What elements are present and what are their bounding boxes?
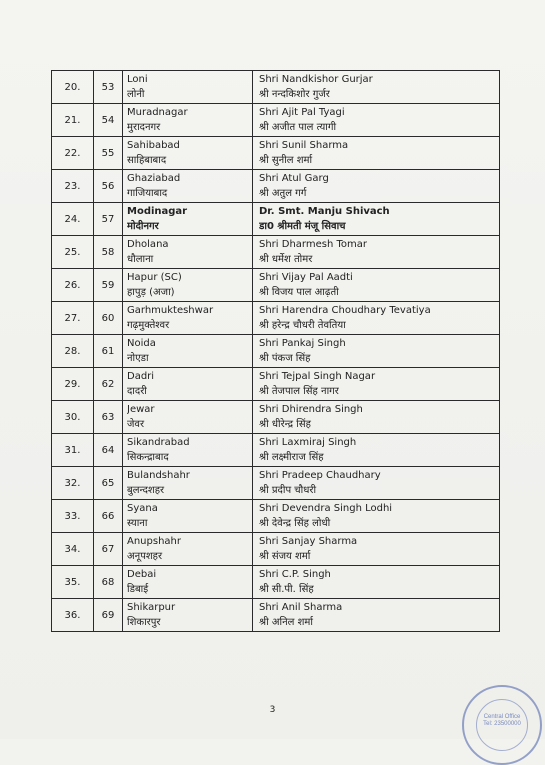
candidate-name-english: Shri C.P. Singh: [259, 568, 331, 580]
constituency-name-hindi: धौलाना: [127, 253, 154, 265]
constituency-number-cell: 65: [94, 467, 123, 500]
candidate-cell: [253, 170, 500, 203]
candidate-cell: [253, 203, 500, 236]
candidate-name-english: Shri Vijay Pal Aadti: [259, 271, 353, 283]
constituency-name-english: Modinagar: [127, 205, 188, 217]
constituency-cell: [123, 104, 253, 137]
candidate-name-hindi: श्री अनिल शर्मा: [259, 616, 313, 628]
constituency-name-english: Sikandrabad: [127, 436, 190, 448]
candidate-name-hindi: श्री सुनील शर्मा: [259, 154, 313, 166]
candidate-cell: [253, 269, 500, 302]
constituency-number-cell: 68: [94, 566, 123, 599]
serial-number-cell: 32.: [52, 467, 94, 500]
constituency-name-hindi: अनूपशहर: [127, 550, 163, 562]
constituency-name-hindi: बुलन्दशहर: [127, 484, 165, 496]
serial-number-cell: 33.: [52, 500, 94, 533]
candidate-name-hindi: श्री सी.पी. सिंह: [259, 583, 314, 595]
constituency-name-hindi: मोदीनगर: [127, 220, 159, 232]
constituency-cell: [123, 170, 253, 203]
candidate-cell: [253, 71, 500, 104]
candidate-cell: [253, 401, 500, 434]
table-row: [52, 335, 500, 368]
constituency-number-cell: 57: [94, 203, 123, 236]
candidate-name-english: Shri Dharmesh Tomar: [259, 238, 367, 250]
constituency-number-cell: 62: [94, 368, 123, 401]
candidate-name-english: Shri Atul Garg: [259, 172, 329, 184]
constituency-name-hindi: जेवर: [127, 418, 145, 430]
office-seal-inner: [476, 699, 528, 751]
constituency-name-hindi: नोएडा: [127, 352, 149, 364]
constituency-number-cell: 66: [94, 500, 123, 533]
constituency-name-hindi: स्याना: [127, 517, 148, 529]
candidate-name-hindi: श्री प्रदीप चौधरी: [259, 484, 317, 496]
candidate-name-english: Shri Sanjay Sharma: [259, 535, 358, 547]
candidate-table: [51, 70, 500, 632]
constituency-name-english: Bulandshahr: [127, 469, 190, 481]
candidate-cell: [253, 137, 500, 170]
serial-number-cell: 28.: [52, 335, 94, 368]
candidate-name-hindi: श्री पंकज सिंह: [259, 352, 311, 364]
constituency-name-english: Noida: [127, 337, 156, 349]
constituency-number-cell: 67: [94, 533, 123, 566]
constituency-name-english: Syana: [127, 502, 158, 514]
constituency-cell: [123, 467, 253, 500]
candidate-cell: [253, 467, 500, 500]
candidate-name-english: Shri Ajit Pal Tyagi: [259, 106, 345, 118]
candidate-name-english: Shri Anil Sharma: [259, 601, 343, 613]
candidate-name-english: Shri Laxmiraj Singh: [259, 436, 357, 448]
candidate-name-english: Shri Pradeep Chaudhary: [259, 469, 381, 481]
constituency-cell: [123, 500, 253, 533]
candidate-cell: [253, 302, 500, 335]
constituency-name-hindi: हापुड़ (अजा): [127, 286, 175, 298]
seal-line-2: Tel: 23500000: [483, 721, 521, 727]
constituency-name-english: Jewar: [127, 403, 155, 415]
constituency-name-hindi: गढ़मुक्तेश्वर: [127, 319, 170, 331]
serial-number-cell: 29.: [52, 368, 94, 401]
candidate-cell: [253, 500, 500, 533]
constituency-cell: [123, 368, 253, 401]
candidate-cell: [253, 104, 500, 137]
constituency-cell: [123, 335, 253, 368]
constituency-name-hindi: डिबाई: [127, 583, 149, 595]
candidate-name-hindi: श्री लक्ष्मीराज सिंह: [259, 451, 324, 463]
table-row: [52, 500, 500, 533]
serial-number-cell: 22.: [52, 137, 94, 170]
constituency-cell: [123, 434, 253, 467]
table-row: [52, 170, 500, 203]
constituency-number-cell: 59: [94, 269, 123, 302]
candidate-name-hindi: श्री धर्मेश तोमर: [259, 253, 313, 265]
constituency-name-english: Hapur (SC): [127, 271, 182, 283]
table-row: [52, 434, 500, 467]
serial-number-cell: 34.: [52, 533, 94, 566]
candidate-cell: [253, 434, 500, 467]
candidate-name-english: Shri Devendra Singh Lodhi: [259, 502, 393, 514]
table-row: [52, 566, 500, 599]
constituency-cell: [123, 533, 253, 566]
constituency-name-english: Sahibabad: [127, 139, 180, 151]
constituency-cell: [123, 566, 253, 599]
constituency-name-hindi: साहिबाबाद: [127, 154, 167, 166]
serial-number-cell: 27.: [52, 302, 94, 335]
serial-number-cell: 23.: [52, 170, 94, 203]
table-row: [52, 104, 500, 137]
candidate-name-english: Shri Nandkishor Gurjar: [259, 73, 373, 85]
constituency-number-cell: 61: [94, 335, 123, 368]
candidate-name-hindi: श्री नन्दकिशोर गुर्जर: [259, 88, 330, 100]
constituency-name-english: Muradnagar: [127, 106, 188, 118]
constituency-name-hindi: शिकारपुर: [127, 616, 161, 628]
constituency-name-english: Debai: [127, 568, 157, 580]
constituency-number-cell: 54: [94, 104, 123, 137]
constituency-name-english: Dholana: [127, 238, 169, 250]
constituency-name-hindi: दादरी: [127, 385, 147, 397]
constituency-name-hindi: लोनी: [127, 88, 145, 100]
constituency-number-cell: 56: [94, 170, 123, 203]
table-row: [52, 236, 500, 269]
constituency-cell: [123, 302, 253, 335]
candidate-name-english: Shri Harendra Choudhary Tevatiya: [259, 304, 431, 316]
table-row: [52, 467, 500, 500]
constituency-name-english: Shikarpur: [127, 601, 176, 613]
candidate-name-hindi: श्री विजय पाल आढ़ती: [259, 286, 339, 298]
serial-number-cell: 35.: [52, 566, 94, 599]
candidate-cell: [253, 599, 500, 632]
serial-number-cell: 31.: [52, 434, 94, 467]
candidate-name-hindi: श्री तेजपाल सिंह नागर: [259, 385, 339, 397]
constituency-cell: [123, 71, 253, 104]
serial-number-cell: 21.: [52, 104, 94, 137]
candidate-cell: [253, 368, 500, 401]
serial-number-cell: 25.: [52, 236, 94, 269]
constituency-cell: [123, 401, 253, 434]
table-row: [52, 599, 500, 632]
candidate-name-hindi: श्री देवेन्द्र सिंह लोधी: [259, 517, 331, 529]
serial-number-cell: 24.: [52, 203, 94, 236]
table-row: [52, 401, 500, 434]
constituency-number-cell: 64: [94, 434, 123, 467]
table-row: [52, 71, 500, 104]
candidate-cell: [253, 335, 500, 368]
candidate-name-english: Shri Tejpal Singh Nagar: [259, 370, 376, 382]
serial-number-cell: 26.: [52, 269, 94, 302]
candidate-name-hindi: डा0 श्रीमती मंजू सिवाच: [259, 220, 346, 232]
candidate-name-hindi: श्री धीरेन्द्र सिंह: [259, 418, 311, 430]
table-row: [52, 533, 500, 566]
page-number: 3: [269, 705, 276, 715]
constituency-name-english: Anupshahr: [127, 535, 181, 547]
constituency-name-english: Garhmukteshwar: [127, 304, 214, 316]
candidate-name-hindi: श्री संजय शर्मा: [259, 550, 311, 562]
table-row: [52, 137, 500, 170]
candidate-name-hindi: श्री अजीत पाल त्यागी: [259, 121, 337, 133]
candidate-name-hindi: श्री हरेन्द्र चौधरी तेवतिया: [259, 319, 346, 331]
candidate-cell: [253, 236, 500, 269]
table-row: [52, 368, 500, 401]
constituency-cell: [123, 137, 253, 170]
seal-line-1: Central Office: [483, 714, 521, 720]
constituency-cell: [123, 269, 253, 302]
candidate-table-body: [52, 71, 500, 632]
table-row: [52, 203, 500, 236]
serial-number-cell: 30.: [52, 401, 94, 434]
table-row: [52, 269, 500, 302]
constituency-number-cell: 53: [94, 71, 123, 104]
constituency-name-english: Dadri: [127, 370, 155, 382]
candidate-name-hindi: श्री अतुल गर्ग: [259, 187, 307, 199]
constituency-name-english: Ghaziabad: [127, 172, 181, 184]
serial-number-cell: 36.: [52, 599, 94, 632]
candidate-name-english: Dr. Smt. Manju Shivach: [259, 205, 390, 217]
constituency-number-cell: 60: [94, 302, 123, 335]
candidate-name-english: Shri Sunil Sharma: [259, 139, 349, 151]
constituency-cell: [123, 203, 253, 236]
table-row: [52, 302, 500, 335]
constituency-name-hindi: मुरादनगर: [127, 121, 161, 133]
constituency-number-cell: 55: [94, 137, 123, 170]
candidate-name-english: Shri Dhirendra Singh: [259, 403, 363, 415]
constituency-number-cell: 63: [94, 401, 123, 434]
constituency-name-hindi: सिकन्द्राबाद: [127, 451, 169, 463]
serial-number-cell: 20.: [52, 71, 94, 104]
candidate-cell: [253, 566, 500, 599]
constituency-cell: [123, 599, 253, 632]
constituency-number-cell: 58: [94, 236, 123, 269]
office-seal-stamp: [462, 685, 542, 765]
candidate-cell: [253, 533, 500, 566]
constituency-number-cell: 69: [94, 599, 123, 632]
candidate-name-english: Shri Pankaj Singh: [259, 337, 346, 349]
constituency-name-hindi: गाजियाबाद: [127, 187, 168, 199]
constituency-cell: [123, 236, 253, 269]
constituency-name-english: Loni: [127, 73, 148, 85]
